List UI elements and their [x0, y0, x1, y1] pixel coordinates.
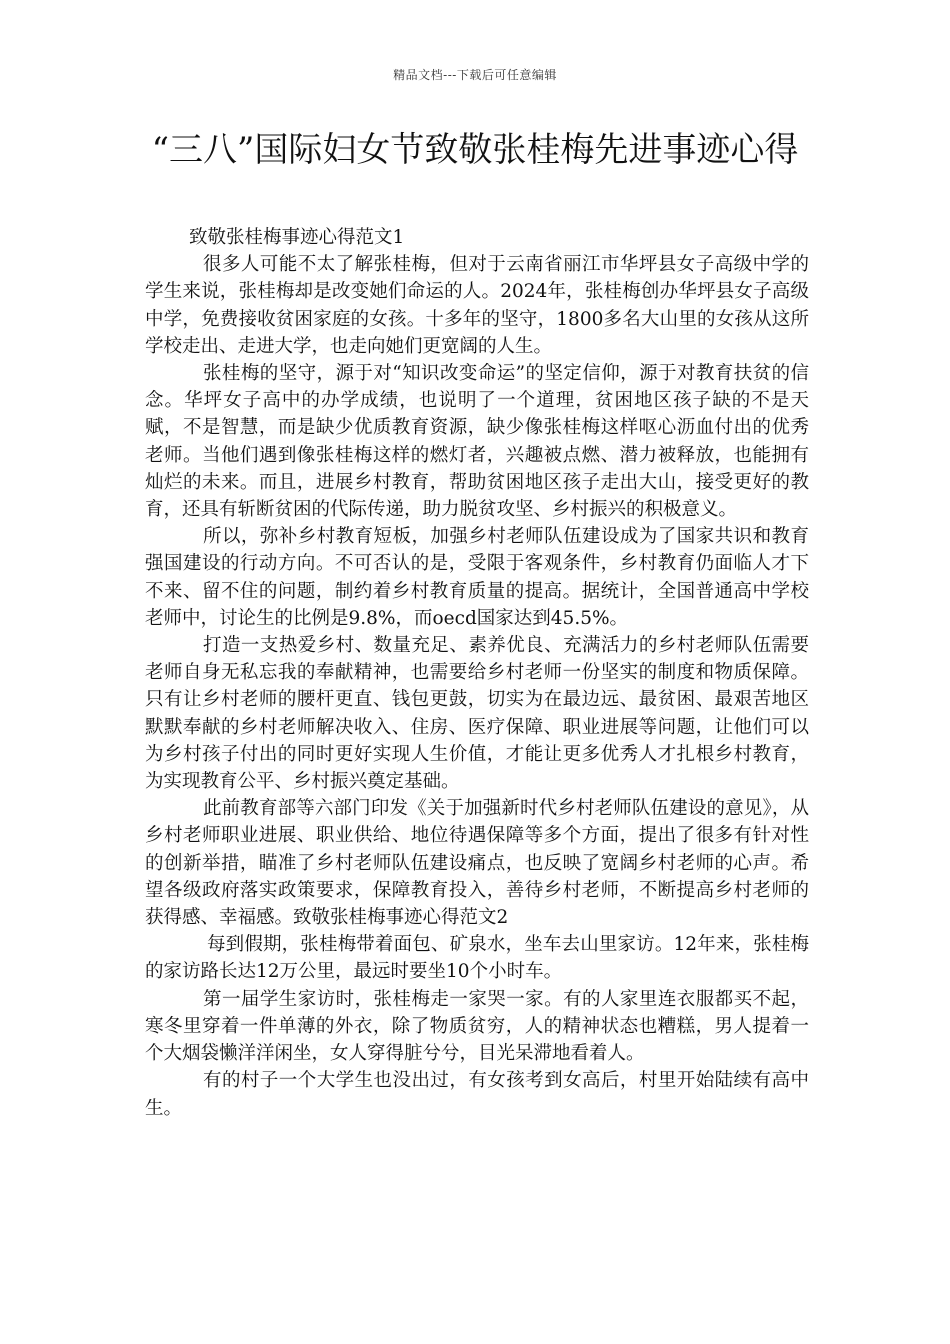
- paragraph: 此前教育部等六部门印发《关于加强新时代乡村老师队伍建设的意见》，从乡村老师职业进展、职业供给、地位待遇保障等多个方面，提出了很多有针对性的创新举措，瞄准了乡村老师队伍建设痛点，也反映了宽阔乡村老师的心声。希望各级政府落实政策要求，保障教育投入，善待乡村老师，不断提高乡村老师的获得感、幸福感。致敬张桂梅事迹心得范文2: [145, 798, 809, 929]
- section-subtitle: 致敬张桂梅事迹心得范文1: [189, 227, 405, 248]
- paragraph: 所以，弥补乡村教育短板，加强乡村老师队伍建设成为了国家共识和教育强国建设的行动方向。不可否认的是，受限于客观条件，乡村教育仍面临人才下不来、留不住的问题，制约着乡村教育质量的提高。据统计，全国普通高中学校老师中，讨论生的比例是9.8%，而oecd国家达到45.5%。: [145, 526, 809, 629]
- paragraph: 张桂梅的坚守，源于对“知识改变命运”的坚定信仰，源于对教育扶贫的信念。华坪女子高中的办学成绩，也说明了一个道理，贫困地区孩子缺的不是天赋，不是智慧，而是缺少优质教育资源，缺少像张桂梅这样呕心沥血付出的优秀老师。当他们遇到像张桂梅这样的燃灯者，兴趣被点燃、潜力被释放，也能拥有灿烂的未来。而且，进展乡村教育，帮助贫困地区孩子走出大山，接受更好的教育，还具有斩断贫困的代际传递，助力脱贫攻坚、乡村振兴的积极意义。: [145, 363, 809, 521]
- paragraph: 第一届学生家访时，张桂梅走一家哭一家。有的人家里连衣服都买不起，寒冬里穿着一件单薄的外衣，除了物质贫穷，人的精神状态也糟糕，男人提着一个大烟袋懒洋洋闲坐，女人穿得脏兮兮，目光呆滞地看着人。: [145, 988, 809, 1065]
- paragraph: 有的村子一个大学生也没出过，有女孩考到女高后，村里开始陆续有高中生。: [145, 1070, 809, 1119]
- paragraph: 每到假期，张桂梅带着面包、矿泉水，坐车去山里家访。12年来，张桂梅的家访路长达12万公里，最远时要坐10个小时车。: [145, 934, 809, 983]
- page-header: 精品文档---下载后可任意编辑: [393, 68, 557, 82]
- document-title: “三八”国际妇女节致敬张桂梅先进事迹心得: [151, 130, 799, 170]
- document-body: [145, 224, 809, 1122]
- paragraph: 打造一支热爱乡村、数量充足、素养优良、充满活力的乡村老师队伍需要老师自身无私忘我的奉献精神，也需要给乡村老师一份坚实的制度和物质保障。只有让乡村老师的腰杆更直、钱包更鼓，切实为在最边远、最贫困、最艰苦地区默默奉献的乡村老师解决收入、住房、医疗保障、职业进展等问题，让他们可以为乡村孩子付出的同时更好实现人生价值，才能让更多优秀人才扎根乡村教育，为实现教育公平、乡村振兴奠定基础。: [145, 635, 809, 793]
- paragraph: 很多人可能不太了解张桂梅，但对于云南省丽江市华坪县女子高级中学的学生来说，张桂梅却是改变她们命运的人。2024年，张桂梅创办华坪县女子高级中学，免费接收贫困家庭的女孩。十多年的坚守，1800多名大山里的女孩从这所学校走出、走进大学，也走向她们更宽阔的人生。: [145, 254, 809, 357]
